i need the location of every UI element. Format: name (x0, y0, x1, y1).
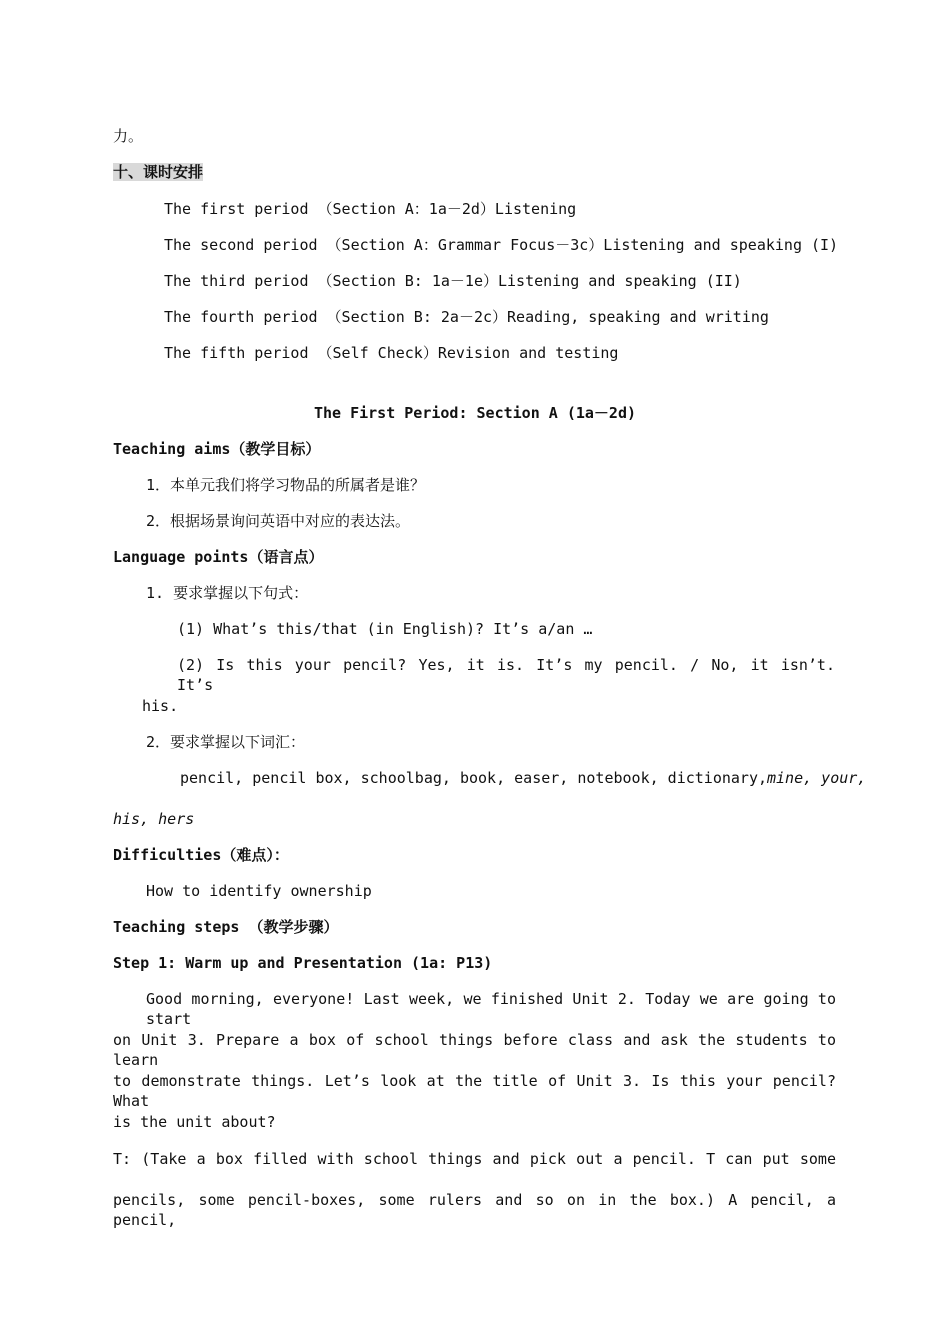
lp-item-2: 2．要求掌握以下词汇： (146, 733, 306, 751)
teacher-line-2: pencils, some pencil-boxes, some rulers and so on in the box.) A pencil, a pencil, (113, 1191, 836, 1229)
intro-tail: 力。 (113, 127, 144, 145)
step1-para-line-3: to demonstrate things. Let’s look at the title of Unit 3. Is this your pencil? What (113, 1072, 836, 1110)
schedule-heading: 十、课时安排 (113, 163, 204, 181)
difficulties-heading: Difficulties（难点）： (113, 846, 289, 864)
step1-para-line-1: Good morning, everyone! Last week, we finished Unit 2. Today we are going to start (146, 990, 836, 1028)
language-points-heading: Language points（语言点） (113, 548, 324, 566)
sentence-pattern-2-cont: his. (142, 697, 179, 715)
step1-para-line-2: on Unit 3. Prepare a box of school things before class and ask the students to learn (113, 1031, 836, 1069)
period-item-3: The third period （Section B: 1a－1e）Listening and speaking (II) (164, 272, 742, 290)
period-item-5: The fifth period （Self Check）Revision and testing (164, 344, 619, 362)
step1-para-line-4: is the unit about? (113, 1113, 276, 1131)
step1-heading: Step 1: Warm up and Presentation (1a: P13) (113, 954, 493, 972)
aims-heading: Teaching aims（教学目标） (113, 440, 321, 458)
period-item-2: The second period （Section A：Grammar Focus－3c）Listening and speaking (I) (164, 236, 839, 254)
period-item-1: The first period （Section A：1a－2d）Listening (164, 200, 577, 218)
sentence-pattern-2: (2) Is this your pencil? Yes, it is. It’s my pencil. / No, it isn’t. It’s (177, 656, 835, 694)
aim-item-2: 2．根据场景询问英语中对应的表达法。 (146, 512, 411, 530)
teacher-line-1: T: (Take a box filled with school things and pick out a pencil. T can put some (113, 1150, 836, 1168)
teaching-steps-heading: Teaching steps （教学步骤） (113, 918, 339, 936)
vocab-line-1 (180, 768, 867, 788)
difficulties-text: How to identify ownership (146, 882, 372, 900)
lp-item-1: 1. 要求掌握以下句式： (146, 584, 309, 602)
vocab-pronouns: mine, your, (767, 769, 867, 787)
sentence-pattern-1: (1) What’s this/that (in English)? It’s a/an … (177, 620, 593, 638)
vocab-plain: pencil, pencil box, schoolbag, book, easer, notebook, dictionary, (180, 769, 767, 787)
period-title: The First Period: Section A (1a－2d) (313, 404, 637, 422)
period-item-4: The fourth period （Section B: 2a－2c）Reading, speaking and writing (164, 308, 769, 326)
aim-item-1: 1．本单元我们将学习物品的所属者是谁？ (146, 476, 426, 494)
vocab-line-2: his, hers (113, 810, 195, 828)
